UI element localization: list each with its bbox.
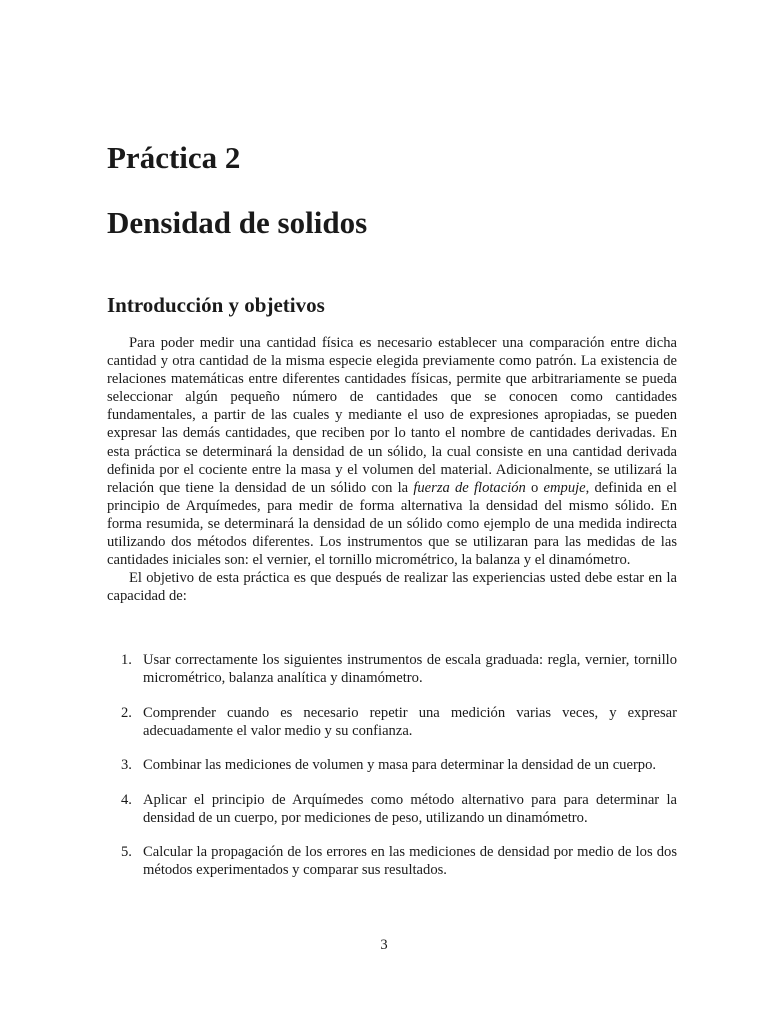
objectives-list (107, 651, 677, 896)
list-item-text: Calcular la propagación de los errores en las mediciones de densidad por medio de los dos métodos experimentados y comparar sus resultados. (143, 844, 677, 879)
chapter-title: Densidad de solidos (107, 205, 368, 240)
list-item-number: 3. (121, 757, 132, 774)
list-item (107, 756, 677, 774)
list-item-number: 4. (121, 791, 132, 808)
intro-paragraph-1-part-1: Para poder medir una cantidad física es necesario establecer una comparación entre dicha cantidad y otra cantidad de la misma especie elegida previamente como patrón. La existencia de relaciones matemáticas entre diferentes cantidades físicas, permite que arbitrariamente se pueda seleccionar algún pequeño número de cantidades que se conocen como cantidades fundamentales, a partir de las cuales y mediante el uso de expresiones apropiadas, se pueden expresar las demás cantidades, que reciben por lo tanto el nombre de cantidades derivadas. En esta práctica se determinará la densidad de un sólido, la cual consiste en una cantidad derivada definida por el cociente entre la masa y el volumen del material. Adicionalmente, se utilizará la relación que tiene la densidad de un sólido con la (107, 335, 677, 496)
list-item (107, 791, 677, 827)
list-item-text: Comprender cuando es necesario repetir una medición varias veces, y expresar adecuadamente el valor medio y su confianza. (143, 704, 677, 739)
list-item-text: Aplicar el principio de Arquímedes como método alternativo para para determinar la densidad de un cuerpo, por mediciones de peso, utilizando un dinamómetro. (143, 791, 677, 826)
intro-paragraph-1-part-2: , definida en el principio de Arquímedes, para medir de forma alternativa la densidad del mismo sólido. En forma resumida, se determinará la densidad de un sólido como ejemplo de una medida indirecta utilizando dos métodos diferentes. Los instrumentos que se utilizaran para las medidas de las cantidades iniciales son: el vernier, el tornillo micrométrico, la balanza y el dinamómetro. (107, 479, 677, 569)
term-fuerza-de-flotacion: fuerza de flotación (413, 479, 526, 496)
list-item (107, 843, 677, 879)
section-title: Introducción y objetivos (107, 293, 325, 317)
list-item-number: 5. (121, 844, 132, 861)
intro-paragraph-1 (107, 334, 677, 569)
list-item (107, 704, 677, 740)
intro-paragraph-2: El objetivo de esta práctica es que después de realizar las experiencias usted debe estar en la capacidad de: (107, 570, 677, 605)
list-item-number: 2. (121, 704, 132, 721)
intro-paragraph-1-connector: o (525, 479, 544, 496)
list-item-number: 1. (121, 652, 132, 668)
chapter-label: Práctica 2 (107, 140, 241, 175)
term-empuje: empuje (543, 479, 586, 496)
list-item-text: Usar correctamente los siguientes instrumentos de escala graduada: regla, vernier, tornillo micrométrico, balanza analítica y dinamómetro. (143, 652, 677, 687)
list-item-text: Combinar las mediciones de volumen y masa para determinar la densidad de un cuerpo. (143, 757, 657, 774)
intro-text (107, 334, 677, 605)
list-item (107, 651, 677, 687)
page-number: 3 (380, 937, 388, 953)
